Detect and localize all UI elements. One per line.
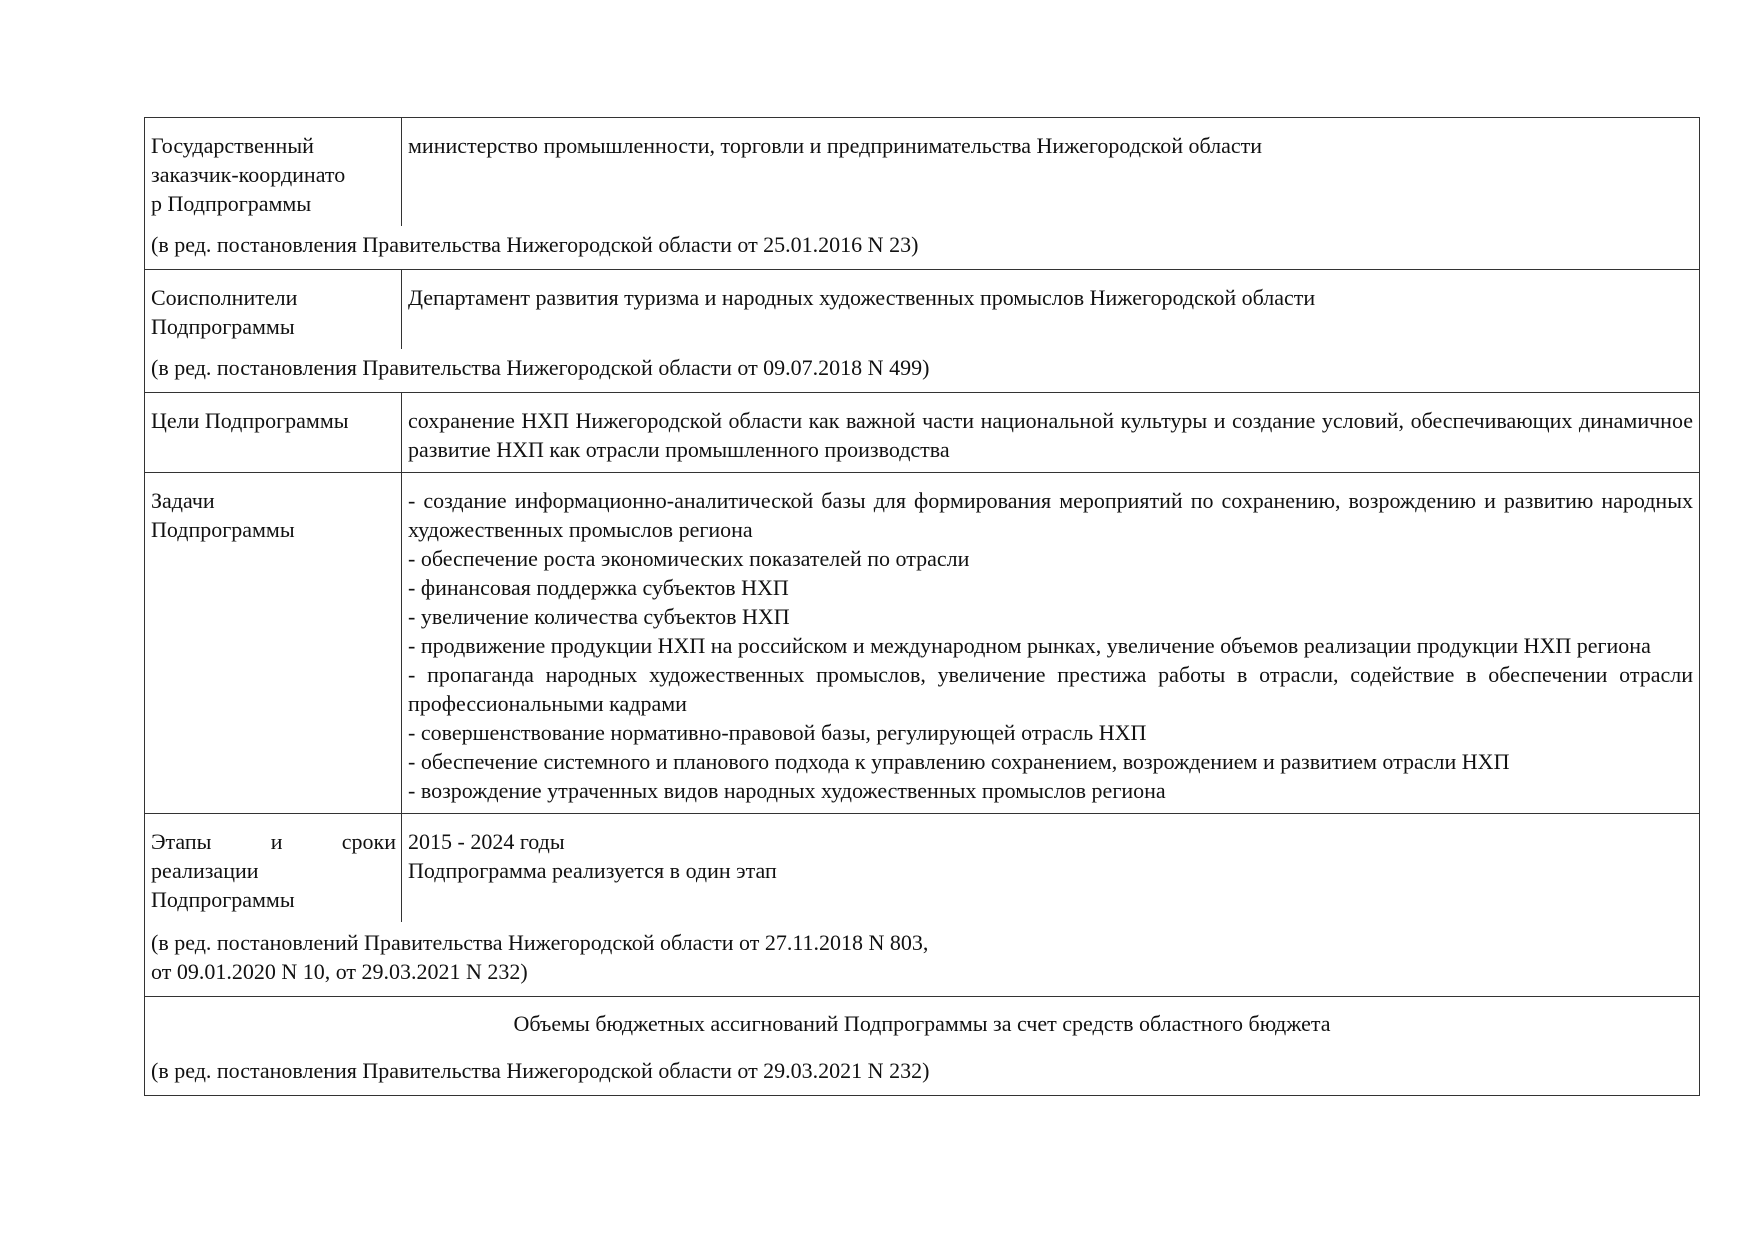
customer-label-line: р Подпрограммы [151,191,312,216]
coexecutors-value: Департамент развития туризма и народных художественных промыслов Нижегородской области [402,270,1700,350]
customer-amendment: (в ред. постановления Правительства Нижегородской области от 25.01.2016 N 23) [145,226,1700,270]
stages-label-first-line [151,827,396,856]
customer-label [145,118,402,227]
table-row-tasks [145,473,1700,814]
coexecutors-label [145,270,402,350]
customer-value: министерство промышленности, торговли и предпринимательства Нижегородской области [402,118,1700,227]
stages-amendment-line: от 09.01.2020 N 10, от 29.03.2021 N 232) [151,959,528,984]
customer-label-line: Государственный [151,133,314,158]
table-row-budget-amendment [145,1042,1700,1096]
table-row-budget [145,997,1700,1043]
table-row-customer [145,118,1700,227]
budget-amendment: (в ред. постановления Правительства Нижегородской области от 29.03.2021 N 232) [145,1042,1700,1096]
list-item: - совершенствование нормативно-правовой базы, регулирующей отрасль НХП [408,720,1147,745]
subprogram-passport-table [144,117,1700,1096]
goals-label: Цели Подпрограммы [145,393,402,473]
table-row-stages-amendment [145,922,1700,997]
table-row-stages [145,814,1700,923]
list-item: - пропаганда народных художественных промыслов, увеличение престижа работы в отрасли, содействие в обеспечении отрасли профессиональными кадрами [408,662,1693,716]
stages-value [402,814,1700,923]
coexecutors-label-line: Подпрограммы [151,314,295,339]
list-item: - создание информационно-аналитической базы для формирования мероприятий по сохранению, возрождению и развитию народных художественных промыслов региона [408,488,1693,542]
stages-amendment-line: (в ред. постановлений Правительства Нижегородской области от 27.11.2018 N 803, [151,930,929,955]
tasks-label-line: Подпрограммы [151,517,295,542]
list-item: - обеспечение системного и планового подхода к управлению сохранением, возрождением и развитием отрасли НХП [408,749,1510,774]
table-row-coexecutors [145,270,1700,350]
stages-label-word: Этапы [151,829,212,854]
customer-label-line: заказчик-координато [151,162,346,187]
tasks-label [145,473,402,814]
stages-label-line: Подпрограммы [151,887,295,912]
budget-heading: Объемы бюджетных ассигнований Подпрограммы за счет средств областного бюджета [145,997,1700,1043]
table-row-coexecutors-amendment [145,349,1700,393]
stages-description: Подпрограмма реализуется в один этап [408,858,777,883]
stages-label [145,814,402,923]
stages-amendment [145,922,1700,997]
stages-label-line: реализации [151,858,259,883]
list-item: - продвижение продукции НХП на российском и международном рынках, увеличение объемов реализации продукции НХП региона [408,633,1651,658]
list-item: - обеспечение роста экономических показателей по отрасли [408,546,970,571]
goals-value: сохранение НХП Нижегородской области как важной части национальной культуры и создание условий, обеспечивающих динамичное развитие НХП как отрасли промышленного производства [402,393,1700,473]
list-item: - возрождение утраченных видов народных художественных промыслов региона [408,778,1166,803]
tasks-value [402,473,1700,814]
table-row-goals [145,393,1700,473]
table-row-customer-amendment [145,226,1700,270]
stages-label-word: сроки [341,829,396,854]
tasks-list [408,486,1693,805]
list-item: - увеличение количества субъектов НХП [408,604,790,629]
tasks-label-line: Задачи [151,488,215,513]
coexecutors-label-line: Соисполнители [151,285,298,310]
stages-period: 2015 - 2024 годы [408,829,565,854]
coexecutors-amendment: (в ред. постановления Правительства Нижегородской области от 09.07.2018 N 499) [145,349,1700,393]
stages-label-word: и [270,829,283,854]
list-item: - финансовая поддержка субъектов НХП [408,575,789,600]
